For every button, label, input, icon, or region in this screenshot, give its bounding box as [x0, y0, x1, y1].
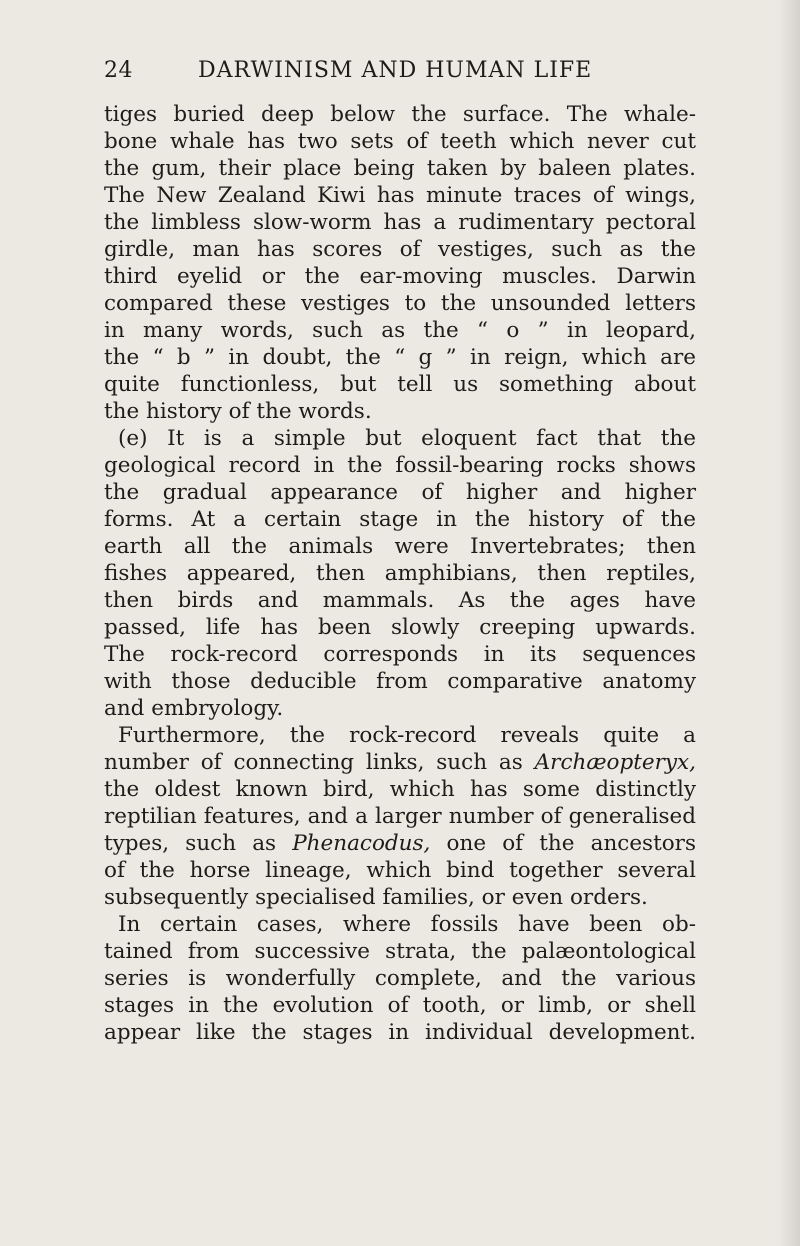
text-line: In certain cases, where fossils have been ob-	[118, 912, 696, 937]
text-segment: one of the ancestors	[446, 831, 696, 856]
text-segment: number of connecting links, such as	[104, 750, 523, 775]
text-line	[104, 748, 696, 778]
text-line: geological record in the fossil-bearing rocks shows	[104, 453, 696, 478]
text-line: reptilian features, and a larger number of generalised	[104, 804, 696, 829]
text-line: earth all the animals were Invertebrates; then	[104, 534, 696, 559]
text-line: passed, life has been slowly creeping upwards.	[104, 615, 696, 640]
text-line: the limbless slow-worm has a rudimentary pectoral	[104, 210, 696, 235]
text-line	[104, 829, 696, 859]
italic-term: Phenacodus,	[292, 831, 431, 856]
text-line: subsequently specialised families, or even orders.	[104, 885, 648, 910]
text-line: the gradual appearance of higher and higher	[104, 480, 696, 505]
text-line: of the horse lineage, which bind together several	[104, 858, 696, 883]
text-line: the “ b ” in doubt, the “ g ” in reign, which are	[104, 345, 696, 370]
text-line: series is wonderfully complete, and the various	[104, 966, 696, 991]
text-line: forms. At a certain stage in the history of the	[104, 507, 696, 532]
text-line: quite functionless, but tell us something about	[104, 372, 696, 397]
text-line: in many words, such as the “ o ” in leopard,	[104, 318, 696, 343]
text-line: then birds and mammals. As the ages have	[104, 588, 696, 613]
text-line: The New Zealand Kiwi has minute traces of wings,	[104, 183, 696, 208]
text-line: compared these vestiges to the unsounded letters	[104, 291, 696, 316]
running-title: DARWINISM AND HUMAN LIFE	[198, 58, 593, 83]
italic-term: Archæopteryx,	[534, 750, 696, 775]
text-line: Furthermore, the rock-record reveals quite a	[118, 723, 696, 748]
text-line: bone whale has two sets of teeth which never cut	[104, 129, 696, 154]
page-header	[104, 58, 696, 90]
text-line: tained from successive strata, the palæontological	[104, 939, 696, 964]
text-line: third eyelid or the ear-moving muscles. Darwin	[104, 264, 696, 289]
text-line: stages in the evolution of tooth, or limb, or shell	[104, 993, 696, 1018]
text-line: The rock-record corresponds in its sequences	[104, 642, 696, 667]
text-line: and embryology.	[104, 696, 284, 721]
text-line: appear like the stages in individual development.	[104, 1020, 696, 1045]
text-line: fishes appeared, then amphibians, then reptiles,	[104, 561, 696, 586]
text-line: tiges buried deep below the surface. The whale-	[104, 102, 696, 127]
text-line: girdle, man has scores of vestiges, such as the	[104, 237, 696, 262]
text-line: with those deducible from comparative anatomy	[104, 669, 696, 694]
text-segment: types, such as	[104, 831, 277, 856]
page-number: 24	[104, 58, 133, 83]
text-line: (e) It is a simple but eloquent fact that the	[118, 426, 696, 451]
page-edge-shadow	[778, 0, 800, 1246]
text-line: the oldest known bird, which has some distinctly	[104, 777, 696, 802]
text-line: the gum, their place being taken by baleen plates.	[104, 156, 696, 181]
text-line: the history of the words.	[104, 399, 372, 424]
